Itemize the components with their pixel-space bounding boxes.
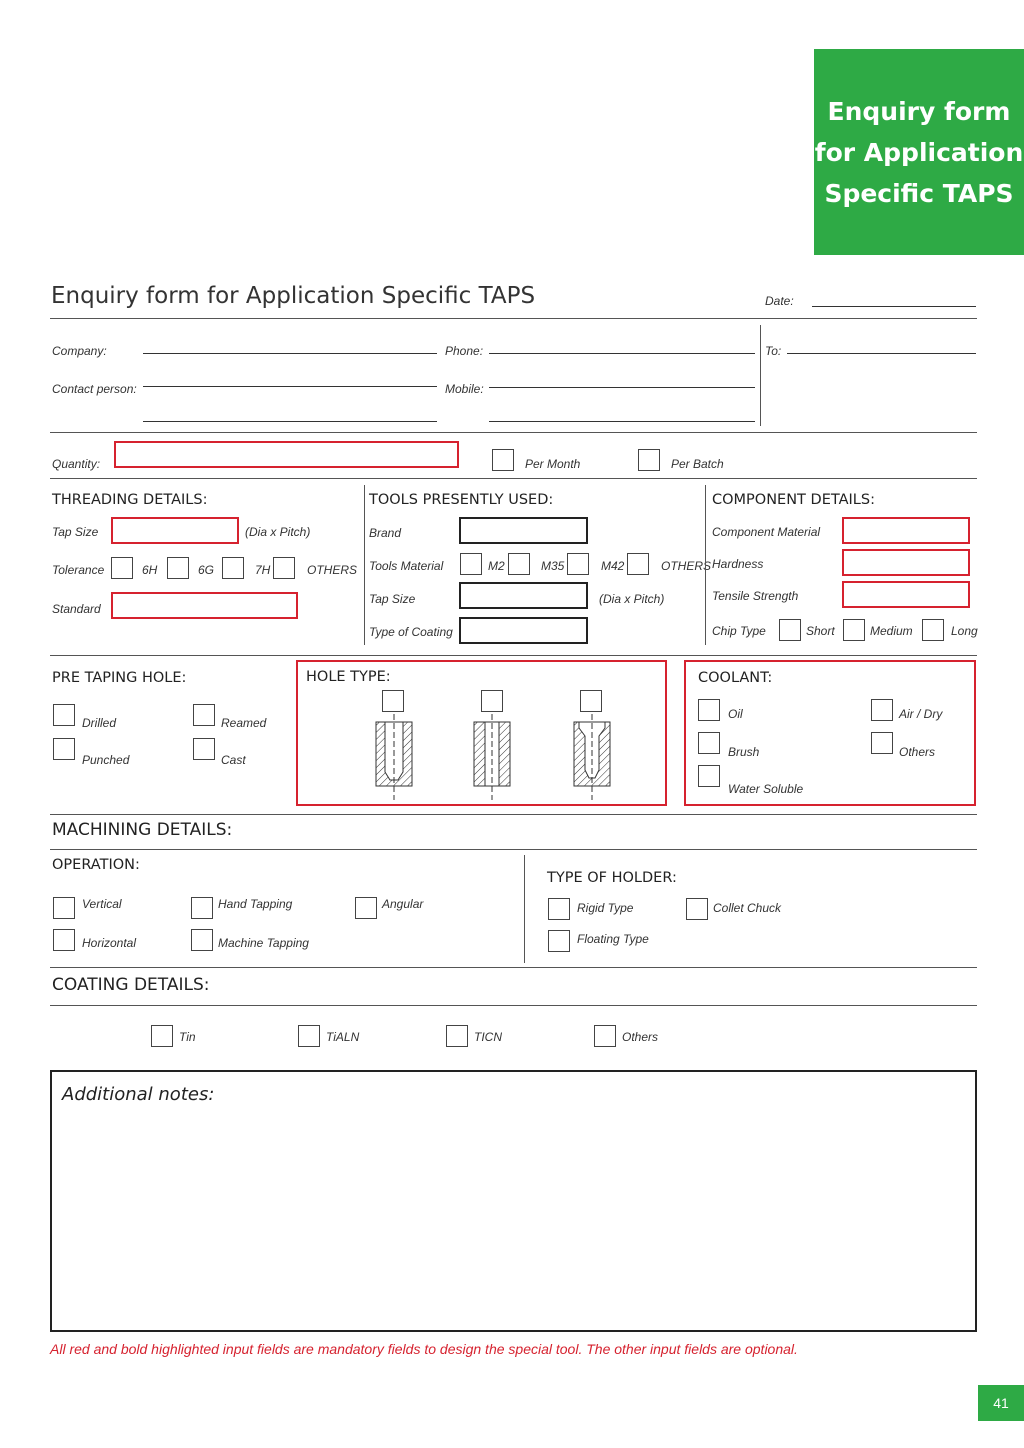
- oil-checkbox[interactable]: [698, 699, 720, 721]
- material-others-checkbox[interactable]: [627, 553, 649, 575]
- hole-type-1-checkbox[interactable]: [382, 690, 404, 712]
- tolerance-label: Tolerance: [52, 563, 105, 577]
- operation-option: Machine Tapping: [218, 936, 309, 950]
- phone-label: Phone:: [445, 344, 484, 358]
- operation-heading: OPERATION:: [52, 857, 140, 873]
- operation-option: Horizontal: [82, 936, 137, 950]
- per-batch-label: Per Batch: [671, 457, 724, 471]
- coolant-heading: COOLANT:: [698, 670, 773, 686]
- through-hole-icon: [471, 714, 513, 800]
- tolerance-others-checkbox[interactable]: [273, 557, 295, 579]
- tap-size-input[interactable]: [111, 517, 239, 544]
- divider: [50, 478, 977, 479]
- standard-label: Standard: [52, 602, 101, 616]
- operation-option: Hand Tapping: [218, 897, 293, 911]
- coating-option: Others: [622, 1030, 659, 1044]
- horizontal-checkbox[interactable]: [53, 929, 75, 951]
- header-banner: Enquiry form for Application Specific TAPS: [814, 49, 1024, 255]
- operation-option: Angular: [382, 897, 424, 911]
- mobile-label: Mobile:: [445, 382, 484, 396]
- operation-option: Vertical: [82, 897, 122, 911]
- material-option: M42: [601, 559, 625, 573]
- collet-chuck-checkbox[interactable]: [686, 898, 708, 920]
- holder-option: Rigid Type: [577, 901, 634, 915]
- coolant-option: Others: [899, 745, 936, 759]
- machining-heading: MACHINING DETAILS:: [52, 820, 233, 840]
- chip-option: Medium: [870, 624, 913, 638]
- date-label: Date:: [765, 294, 794, 308]
- tolerance-6h-checkbox[interactable]: [111, 557, 133, 579]
- divider: [50, 1005, 977, 1006]
- page-number: 41: [978, 1385, 1024, 1421]
- type-of-coating-input[interactable]: [459, 617, 588, 644]
- punched-checkbox[interactable]: [53, 738, 75, 760]
- chip-long-checkbox[interactable]: [922, 619, 944, 641]
- divider: [364, 485, 365, 645]
- page-title: Enquiry form for Application Specific TAPS: [51, 283, 536, 309]
- to-field[interactable]: [787, 353, 976, 354]
- mobile-field-2[interactable]: [489, 421, 755, 422]
- drilled-checkbox[interactable]: [53, 704, 75, 726]
- divider: [50, 967, 977, 968]
- hole-type-2-checkbox[interactable]: [481, 690, 503, 712]
- tolerance-option: 7H: [255, 563, 271, 577]
- date-field[interactable]: [812, 306, 976, 307]
- tin-checkbox[interactable]: [151, 1025, 173, 1047]
- chip-option: Short: [806, 624, 835, 638]
- coolant-option: Air / Dry: [899, 707, 943, 721]
- brand-input[interactable]: [459, 517, 588, 544]
- tialn-checkbox[interactable]: [298, 1025, 320, 1047]
- pre-taping-option: Punched: [82, 753, 130, 767]
- tolerance-7h-checkbox[interactable]: [222, 557, 244, 579]
- others-coating-checkbox[interactable]: [594, 1025, 616, 1047]
- pre-taping-option: Reamed: [221, 716, 267, 730]
- pre-taping-heading: PRE TAPING HOLE:: [52, 670, 187, 686]
- divider: [50, 655, 977, 656]
- divider: [50, 849, 977, 850]
- holder-option: Floating Type: [577, 932, 649, 946]
- floating-type-checkbox[interactable]: [548, 930, 570, 952]
- air-dry-checkbox[interactable]: [871, 699, 893, 721]
- blind-hole-icon: [373, 714, 415, 800]
- machine-tapping-checkbox[interactable]: [191, 929, 213, 951]
- mobile-field[interactable]: [489, 387, 755, 388]
- tolerance-option: 6G: [198, 563, 215, 577]
- phone-field[interactable]: [489, 353, 755, 354]
- standard-input[interactable]: [111, 592, 298, 619]
- tools-dia-pitch-label: (Dia x Pitch): [599, 592, 665, 606]
- tolerance-option: 6H: [142, 563, 158, 577]
- divider: [705, 485, 706, 645]
- material-option: M35: [541, 559, 565, 573]
- water-soluble-checkbox[interactable]: [698, 765, 720, 787]
- material-m42-checkbox[interactable]: [567, 553, 589, 575]
- cast-checkbox[interactable]: [193, 738, 215, 760]
- brand-label: Brand: [369, 526, 402, 540]
- dia-pitch-label: (Dia x Pitch): [245, 525, 311, 539]
- hole-type-heading: HOLE TYPE:: [306, 669, 391, 685]
- coating-option: Tin: [179, 1030, 196, 1044]
- per-month-label: Per Month: [525, 457, 581, 471]
- coating-option: TICN: [474, 1030, 502, 1044]
- hand-tapping-checkbox[interactable]: [191, 897, 213, 919]
- chip-short-checkbox[interactable]: [779, 619, 801, 641]
- quantity-input[interactable]: [114, 441, 459, 468]
- tolerance-6g-checkbox[interactable]: [167, 557, 189, 579]
- mandatory-note: All red and bold highlighted input fields are mandatory fields to design the special tool. The other input fields are optional.: [50, 1341, 798, 1357]
- hole-type-3-checkbox[interactable]: [580, 690, 602, 712]
- angular-checkbox[interactable]: [355, 897, 377, 919]
- tools-tap-size-input[interactable]: [459, 582, 588, 609]
- chip-type-label: Chip Type: [712, 624, 766, 638]
- holder-option: Collet Chuck: [713, 901, 782, 915]
- additional-notes-label: Additional notes:: [62, 1084, 215, 1105]
- reamed-checkbox[interactable]: [193, 704, 215, 726]
- contact-person-label: Contact person:: [52, 382, 137, 396]
- component-material-label: Component Material: [712, 525, 821, 539]
- tensile-strength-label: Tensile Strength: [712, 589, 799, 603]
- material-m2-checkbox[interactable]: [460, 553, 482, 575]
- chip-option: Long: [951, 624, 978, 638]
- divider: [524, 855, 525, 963]
- component-heading: COMPONENT DETAILS:: [712, 492, 875, 508]
- coating-heading: COATING DETAILS:: [52, 975, 210, 995]
- material-option: M2: [488, 559, 505, 573]
- quantity-label: Quantity:: [52, 457, 101, 471]
- divider: [760, 325, 761, 426]
- holder-heading: TYPE OF HOLDER:: [547, 870, 677, 886]
- divider: [50, 432, 977, 433]
- material-option: OTHERS: [661, 559, 712, 573]
- vertical-checkbox[interactable]: [53, 897, 75, 919]
- hardness-label: Hardness: [712, 557, 764, 571]
- tools-tap-size-label: Tap Size: [369, 592, 416, 606]
- contact-person-field-2[interactable]: [143, 421, 437, 422]
- per-month-checkbox[interactable]: [492, 449, 514, 471]
- coolant-option: Brush: [728, 745, 760, 759]
- additional-notes-textarea[interactable]: [50, 1070, 977, 1332]
- threading-heading: THREADING DETAILS:: [52, 492, 208, 508]
- tap-size-label: Tap Size: [52, 525, 99, 539]
- coolant-option: Oil: [728, 707, 743, 721]
- ticn-checkbox[interactable]: [446, 1025, 468, 1047]
- divider: [50, 814, 977, 815]
- counterbore-hole-icon: [571, 714, 613, 800]
- hardness-input[interactable]: [842, 549, 970, 576]
- to-label: To:: [765, 344, 782, 358]
- contact-person-field[interactable]: [143, 386, 437, 387]
- company-label: Company:: [52, 344, 107, 358]
- rigid-type-checkbox[interactable]: [548, 898, 570, 920]
- type-of-coating-label: Type of Coating: [369, 625, 453, 639]
- tools-material-label: Tools Material: [369, 559, 444, 573]
- tensile-strength-input[interactable]: [842, 581, 970, 608]
- component-material-input[interactable]: [842, 517, 970, 544]
- tools-heading: TOOLS PRESENTLY USED:: [369, 492, 554, 508]
- material-m35-checkbox[interactable]: [508, 553, 530, 575]
- coolant-option: Water Soluble: [728, 782, 804, 796]
- brush-checkbox[interactable]: [698, 732, 720, 754]
- chip-medium-checkbox[interactable]: [843, 619, 865, 641]
- company-field[interactable]: [143, 353, 437, 354]
- tolerance-option: OTHERS: [307, 563, 358, 577]
- pre-taping-option: Drilled: [82, 716, 117, 730]
- others-coolant-checkbox[interactable]: [871, 732, 893, 754]
- pre-taping-option: Cast: [221, 753, 246, 767]
- divider: [50, 318, 977, 319]
- coating-option: TiALN: [326, 1030, 360, 1044]
- per-batch-checkbox[interactable]: [638, 449, 660, 471]
